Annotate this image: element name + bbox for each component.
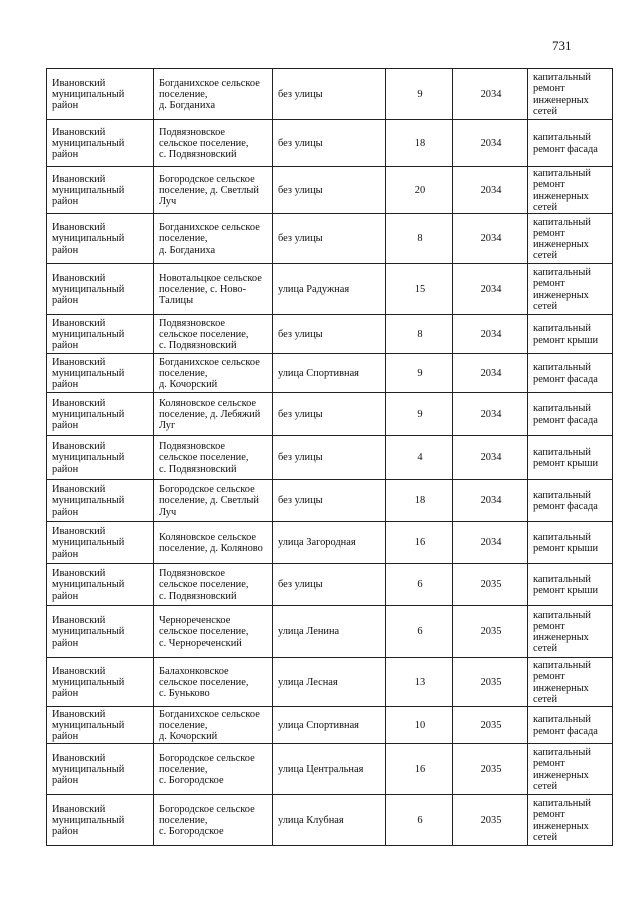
work-type-cell — [528, 214, 613, 264]
street-cell — [273, 354, 386, 393]
settlement-text: Подвязновское сельское поселение, с. Подвязновский — [159, 126, 249, 161]
district-text: Ивановский муниципальный район — [52, 356, 125, 391]
district-cell — [47, 606, 154, 658]
district-text: Ивановский муниципальный район — [52, 126, 125, 161]
year-text: 2034 — [480, 328, 502, 340]
district-cell — [47, 264, 154, 315]
year-cell — [453, 522, 528, 564]
year-text: 2035 — [480, 579, 502, 591]
year-cell — [453, 795, 528, 846]
work-type-text: капитальный ремонт крыши — [533, 446, 599, 469]
year-text: 2034 — [480, 452, 502, 464]
house-number-text: 8 — [417, 328, 423, 340]
settlement-cell — [154, 264, 273, 315]
year-cell — [453, 658, 528, 707]
year-text: 2034 — [480, 233, 502, 245]
district-text: Ивановский муниципальный район — [52, 665, 125, 700]
house-number-cell — [386, 167, 453, 214]
work-type-text: капитальный ремонт инженерных сетей — [533, 747, 591, 792]
district-text: Ивановский муниципальный район — [52, 441, 125, 475]
table-row — [47, 707, 613, 744]
house-number-text: 9 — [417, 408, 423, 420]
table-row — [47, 167, 613, 214]
settlement-cell — [154, 707, 273, 744]
street-text: без улицы — [278, 579, 323, 591]
settlement-cell — [154, 744, 273, 795]
year-cell — [453, 480, 528, 522]
settlement-cell — [154, 315, 273, 354]
street-text: без улицы — [278, 408, 323, 420]
house-number-text: 15 — [414, 283, 426, 295]
house-number-text: 4 — [417, 452, 423, 464]
district-text: Ивановский муниципальный район — [52, 752, 125, 787]
district-text: Ивановский муниципальный район — [52, 484, 125, 518]
district-text: Ивановский муниципальный район — [52, 615, 125, 649]
settlement-text: Балахонковское сельское поселение, с. Буньково — [159, 665, 249, 700]
house-number-text: 6 — [417, 626, 423, 638]
table-row — [47, 436, 613, 480]
year-cell — [453, 69, 528, 120]
year-text: 2035 — [480, 814, 502, 826]
district-cell — [47, 564, 154, 606]
year-text: 2034 — [480, 367, 502, 379]
district-text: Ивановский муниципальный район — [52, 568, 125, 602]
year-cell — [453, 744, 528, 795]
year-cell — [453, 436, 528, 480]
district-text: Ивановский муниципальный район — [52, 173, 125, 208]
street-text: без улицы — [278, 495, 323, 507]
work-type-text: капитальный ремонт инженерных сетей — [533, 609, 591, 655]
street-text: улица Радужная — [278, 283, 350, 295]
street-cell — [273, 120, 386, 167]
settlement-text: Богородское сельское поселение, д. Светлый Луч — [159, 173, 259, 208]
house-number-cell — [386, 795, 453, 846]
street-cell — [273, 214, 386, 264]
year-text: 2035 — [480, 626, 502, 638]
work-type-text: капитальный ремонт фасада — [533, 132, 598, 155]
house-number-cell — [386, 214, 453, 264]
settlement-cell — [154, 522, 273, 564]
table-row — [47, 658, 613, 707]
settlement-cell — [154, 354, 273, 393]
settlement-cell — [154, 658, 273, 707]
street-cell — [273, 606, 386, 658]
year-cell — [453, 564, 528, 606]
district-cell — [47, 167, 154, 214]
work-type-text: капитальный ремонт инженерных сетей — [533, 72, 591, 117]
house-number-cell — [386, 69, 453, 120]
street-text: без улицы — [278, 452, 323, 464]
settlement-text: Богородское сельское поселение, с. Богородское — [159, 752, 255, 787]
settlement-cell — [154, 436, 273, 480]
district-cell — [47, 658, 154, 707]
street-text: без улицы — [278, 88, 323, 100]
work-type-text: капитальный ремонт инженерных сетей — [533, 798, 591, 843]
page-number: 731 — [552, 38, 572, 53]
settlement-text: Подвязновское сельское поселение, с. Подвязновский — [159, 568, 249, 602]
work-type-cell — [528, 606, 613, 658]
work-type-cell — [528, 354, 613, 393]
settlement-cell — [154, 795, 273, 846]
settlement-text: Чернореченское сельское поселение, с. Чернореченский — [159, 615, 249, 649]
street-text: без улицы — [278, 137, 323, 149]
district-text: Ивановский муниципальный район — [52, 803, 125, 838]
house-number-text: 13 — [414, 676, 426, 688]
street-text: без улицы — [278, 184, 323, 196]
house-number-cell — [386, 658, 453, 707]
settlement-text: Богданихское сельское поселение, д. Кочорский — [159, 356, 260, 391]
house-number-cell — [386, 707, 453, 744]
house-number-text: 10 — [414, 719, 426, 731]
year-cell — [453, 120, 528, 167]
work-type-cell — [528, 564, 613, 606]
settlement-text: Подвязновское сельское поселение, с. Подвязновский — [159, 441, 249, 475]
street-cell — [273, 795, 386, 846]
house-number-cell — [386, 264, 453, 315]
table-row — [47, 315, 613, 354]
settlement-text: Подвязновское сельское поселение, с. Подвязновский — [159, 317, 249, 352]
house-number-cell — [386, 480, 453, 522]
work-type-text: капитальный ремонт инженерных сетей — [533, 660, 591, 705]
work-type-text: капитальный ремонт крыши — [533, 323, 599, 346]
house-number-text: 16 — [414, 763, 426, 775]
work-type-cell — [528, 393, 613, 436]
work-type-cell — [528, 522, 613, 564]
settlement-text: Коляновское сельское поселение, д. Лебяжий Луг — [159, 397, 261, 432]
street-cell — [273, 658, 386, 707]
district-cell — [47, 707, 154, 744]
house-number-text: 6 — [417, 814, 423, 826]
settlement-cell — [154, 69, 273, 120]
work-type-cell — [528, 315, 613, 354]
table-row — [47, 120, 613, 167]
house-number-text: 6 — [417, 579, 423, 591]
table-row — [47, 264, 613, 315]
year-text: 2034 — [480, 184, 502, 196]
district-cell — [47, 795, 154, 846]
year-text: 2034 — [480, 537, 502, 549]
house-number-cell — [386, 522, 453, 564]
work-type-text: капитальный ремонт инженерных сетей — [533, 168, 591, 213]
year-text: 2035 — [480, 719, 502, 731]
work-type-text: капитальный ремонт крыши — [533, 573, 599, 596]
street-cell — [273, 480, 386, 522]
repair-schedule-table — [46, 68, 613, 846]
year-cell — [453, 264, 528, 315]
street-text: без улицы — [278, 328, 323, 340]
work-type-cell — [528, 795, 613, 846]
table-row — [47, 606, 613, 658]
house-number-text: 18 — [414, 495, 426, 507]
settlement-text: Богородское сельское поселение, д. Светлый Луч — [159, 484, 259, 518]
district-text: Ивановский муниципальный район — [52, 708, 125, 743]
district-cell — [47, 69, 154, 120]
district-text: Ивановский муниципальный район — [52, 272, 125, 307]
table-row — [47, 214, 613, 264]
district-cell — [47, 744, 154, 795]
house-number-cell — [386, 564, 453, 606]
street-text: улица Загородная — [278, 537, 356, 549]
work-type-text: капитальный ремонт фасада — [533, 362, 598, 385]
house-number-cell — [386, 744, 453, 795]
street-cell — [273, 315, 386, 354]
street-cell — [273, 564, 386, 606]
settlement-cell — [154, 480, 273, 522]
year-cell — [453, 315, 528, 354]
work-type-cell — [528, 264, 613, 315]
settlement-cell — [154, 564, 273, 606]
year-cell — [453, 167, 528, 214]
street-cell — [273, 522, 386, 564]
work-type-cell — [528, 480, 613, 522]
street-cell — [273, 744, 386, 795]
year-text: 2035 — [480, 676, 502, 688]
table-row — [47, 354, 613, 393]
year-cell — [453, 354, 528, 393]
year-cell — [453, 214, 528, 264]
street-text: улица Клубная — [278, 814, 344, 826]
street-cell — [273, 69, 386, 120]
district-text: Ивановский муниципальный район — [52, 526, 125, 560]
work-type-text: капитальный ремонт инженерных сетей — [533, 216, 591, 262]
settlement-text: Коляновское сельское поселение, д. Коляново — [159, 531, 263, 554]
settlement-text: Новотальцкое сельское поселение, с. Ново- Талицы — [159, 272, 262, 307]
street-text: улица Лесная — [278, 676, 338, 688]
settlement-text: Богородское сельское поселение, с. Богородское — [159, 803, 255, 838]
district-cell — [47, 522, 154, 564]
house-number-text: 8 — [417, 233, 423, 245]
year-cell — [453, 606, 528, 658]
table-row — [47, 795, 613, 846]
street-cell — [273, 264, 386, 315]
district-text: Ивановский муниципальный район — [52, 317, 125, 352]
street-cell — [273, 393, 386, 436]
table-row — [47, 480, 613, 522]
house-number-text: 16 — [414, 537, 426, 549]
table-row — [47, 69, 613, 120]
table-row — [47, 744, 613, 795]
house-number-text: 9 — [417, 88, 423, 100]
work-type-text: капитальный ремонт фасада — [533, 489, 598, 512]
work-type-text: капитальный ремонт фасада — [533, 403, 598, 426]
table-row — [47, 393, 613, 436]
table-body — [47, 69, 613, 846]
street-cell — [273, 707, 386, 744]
street-cell — [273, 436, 386, 480]
district-cell — [47, 120, 154, 167]
settlement-text: Богданихское сельское поселение, д. Кочорский — [159, 708, 260, 743]
district-text: Ивановский муниципальный район — [52, 77, 125, 112]
settlement-text: Богданихское сельское поселение, д. Богданиха — [159, 77, 260, 112]
district-cell — [47, 214, 154, 264]
house-number-cell — [386, 354, 453, 393]
house-number-cell — [386, 315, 453, 354]
street-text: улица Спортивная — [278, 367, 359, 379]
district-text: Ивановский муниципальный район — [52, 222, 125, 256]
work-type-cell — [528, 167, 613, 214]
house-number-cell — [386, 436, 453, 480]
district-text: Ивановский муниципальный район — [52, 397, 125, 432]
work-type-text: капитальный ремонт крыши — [533, 531, 599, 554]
settlement-text: Богданихское сельское поселение, д. Богданиха — [159, 222, 260, 256]
settlement-cell — [154, 606, 273, 658]
work-type-cell — [528, 69, 613, 120]
house-number-cell — [386, 120, 453, 167]
street-cell — [273, 167, 386, 214]
house-number-text: 18 — [414, 137, 426, 149]
work-type-text: капитальный ремонт фасада — [533, 714, 598, 737]
year-text: 2034 — [480, 495, 502, 507]
house-number-cell — [386, 606, 453, 658]
district-cell — [47, 436, 154, 480]
settlement-cell — [154, 214, 273, 264]
work-type-cell — [528, 744, 613, 795]
street-text: без улицы — [278, 233, 323, 245]
year-cell — [453, 393, 528, 436]
work-type-text: капитальный ремонт инженерных сетей — [533, 267, 591, 312]
year-cell — [453, 707, 528, 744]
work-type-cell — [528, 120, 613, 167]
work-type-cell — [528, 658, 613, 707]
year-text: 2035 — [480, 763, 502, 775]
year-text: 2034 — [480, 408, 502, 420]
work-type-cell — [528, 707, 613, 744]
street-text: улица Ленина — [278, 626, 340, 638]
house-number-cell — [386, 393, 453, 436]
table-row — [47, 564, 613, 606]
settlement-cell — [154, 167, 273, 214]
street-text: улица Спортивная — [278, 719, 359, 731]
district-cell — [47, 393, 154, 436]
district-cell — [47, 354, 154, 393]
settlement-cell — [154, 120, 273, 167]
year-text: 2034 — [480, 283, 502, 295]
street-text: улица Центральная — [278, 763, 364, 775]
house-number-text: 20 — [414, 184, 426, 196]
district-cell — [47, 315, 154, 354]
year-text: 2034 — [480, 88, 502, 100]
settlement-cell — [154, 393, 273, 436]
table-row — [47, 522, 613, 564]
house-number-text: 9 — [417, 367, 423, 379]
work-type-cell — [528, 436, 613, 480]
year-text: 2034 — [480, 137, 502, 149]
district-cell — [47, 480, 154, 522]
